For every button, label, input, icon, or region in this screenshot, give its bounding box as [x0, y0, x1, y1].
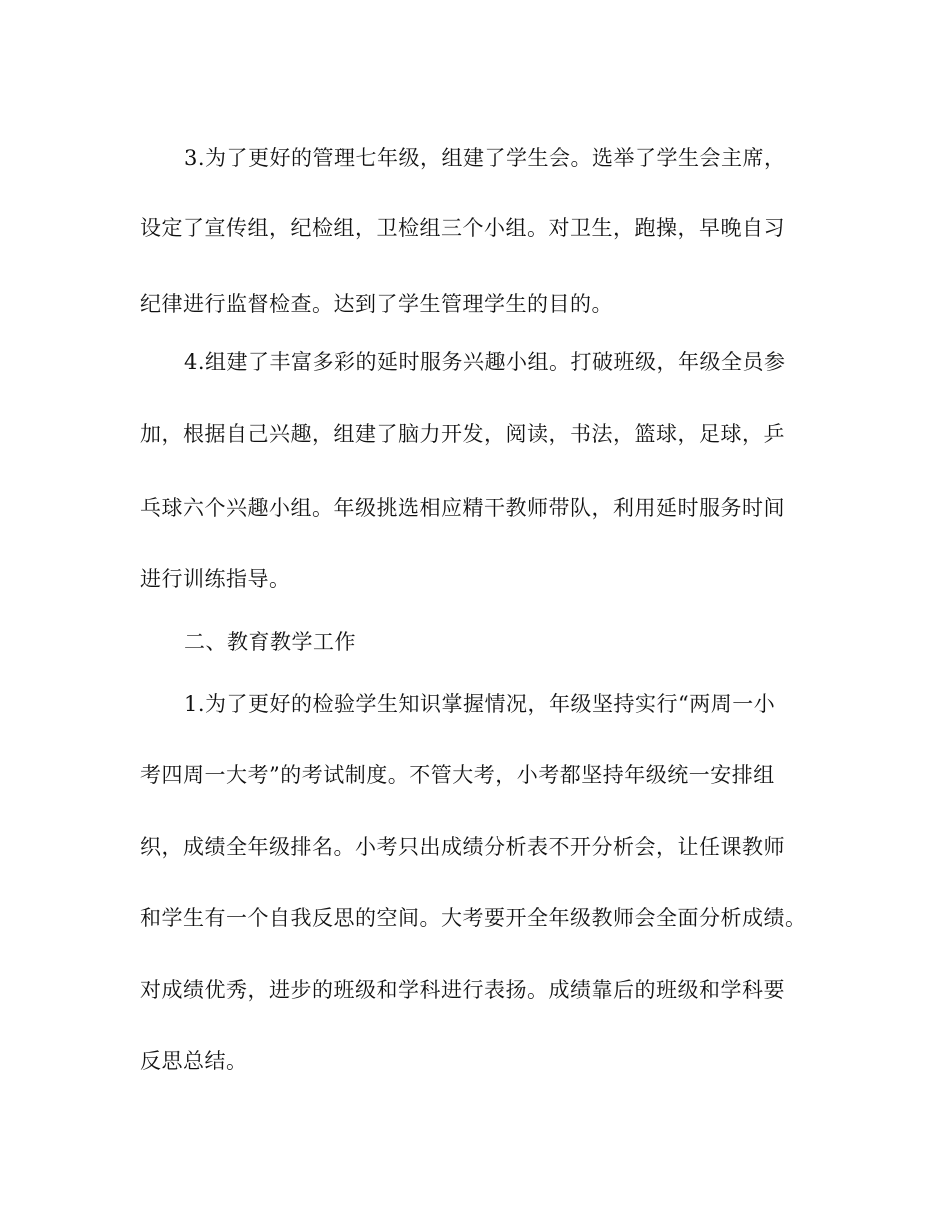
paragraph-line: 织，成绩全年级排名。小考只出成绩分析表不开分析会，让任课教师: [140, 835, 785, 859]
paragraph-line: 反思总结。: [140, 1049, 248, 1073]
paragraph-line: 4.组建了丰富多彩的延时服务兴趣小组。打破班级，年级全员参: [184, 350, 786, 374]
paragraph-line: 纪律进行监督检查。达到了学生管理学生的目的。: [140, 292, 613, 316]
paragraph-line: 进行训练指导。: [140, 567, 291, 591]
paragraph-line: 考四周一大考”的考试制度。不管大考，小考都坚持年级统一安排组: [140, 763, 775, 787]
paragraph-line: 乓球六个兴趣小组。年级挑选相应精干教师带队，利用延时服务时间: [140, 496, 785, 520]
paragraph-line: 加，根据自己兴趣，组建了脑力开发，阅读，书法，篮球，足球，乒: [140, 422, 785, 446]
paragraph-line: 设定了宣传组，纪检组，卫检组三个小组。对卫生，跑操，早晚自习: [140, 216, 785, 240]
paragraph-line: 对成绩优秀，进步的班级和学科进行表扬。成绩靠后的班级和学科要: [140, 978, 785, 1002]
paragraph-line: 3.为了更好的管理七年级，组建了学生会。选举了学生会主席，: [184, 146, 786, 170]
section-heading: 二、教育教学工作: [184, 630, 356, 654]
paragraph-line: 和学生有一个自我反思的空间。大考要开全年级教师会全面分析成绩。: [140, 906, 807, 930]
paragraph-line: 1.为了更好的检验学生知识掌握情况，年级坚持实行“两周一小: [184, 692, 776, 716]
